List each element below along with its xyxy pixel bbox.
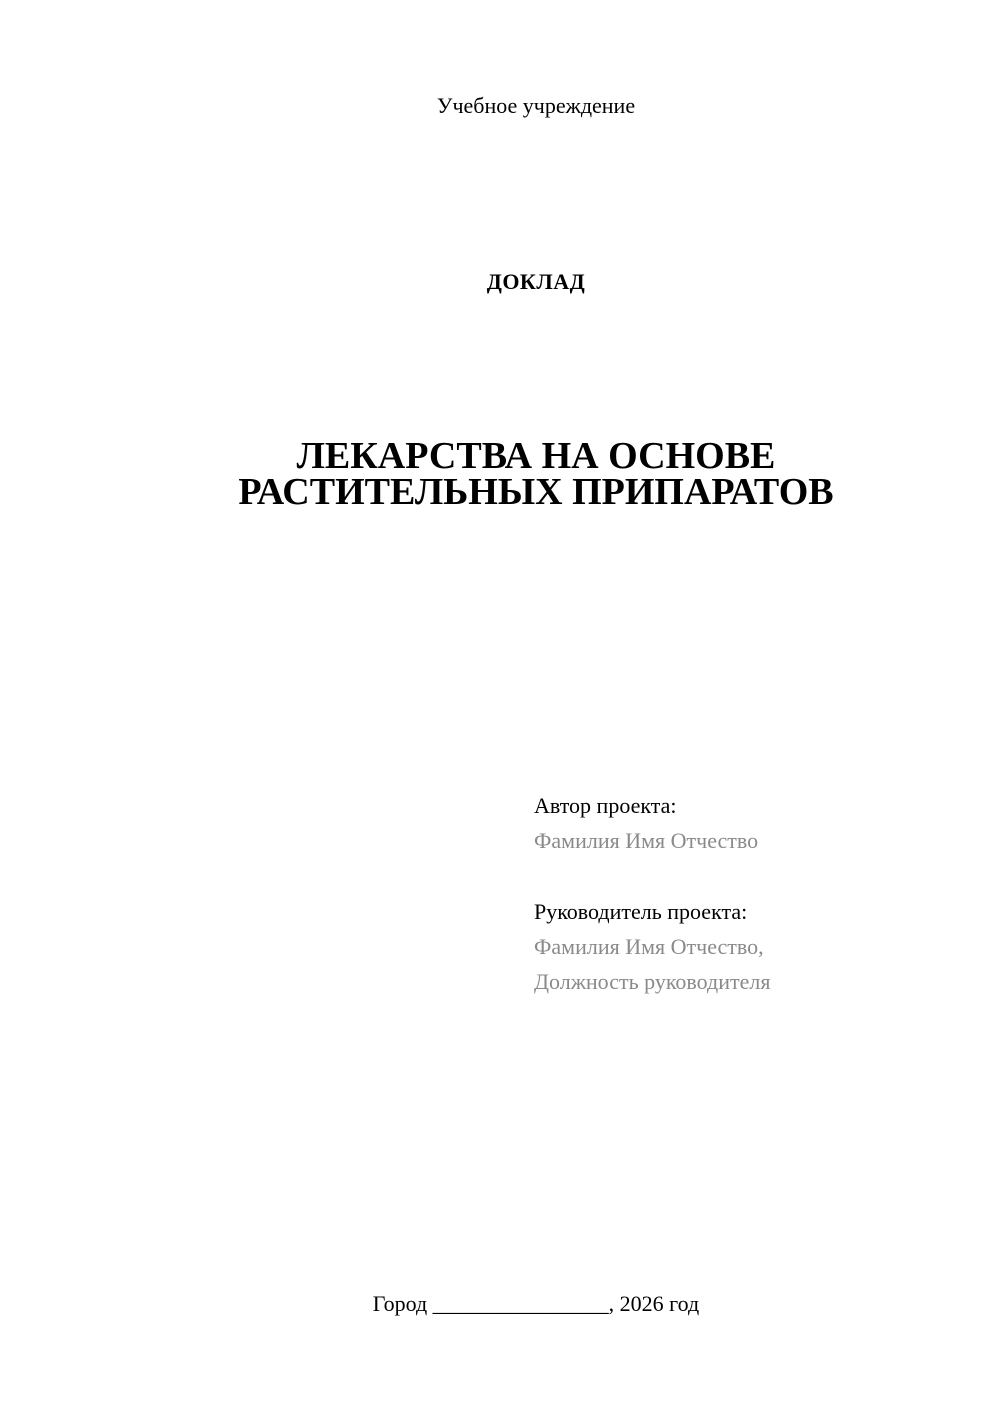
info-spacer xyxy=(534,858,974,894)
supervisor-name: Фамилия Имя Отчество, xyxy=(534,934,764,959)
author-name: Фамилия Имя Отчество xyxy=(534,828,759,853)
city-year-footer: Город ________________, 2026 год xyxy=(372,1291,700,1316)
author-label: Автор проекта: xyxy=(534,793,677,818)
project-info-block xyxy=(534,788,974,999)
title-line-2: РАСТИТЕЛЬНЫХ ПРИПАРАТОВ xyxy=(238,471,834,513)
supervisor-position: Должность руководителя xyxy=(534,969,771,994)
title-line-1: ЛЕКАРСТВА НА ОСНОВЕ xyxy=(296,435,776,477)
institution-name: Учебное учреждение xyxy=(436,93,636,118)
supervisor-label: Руководитель проекта: xyxy=(534,899,748,924)
document-type: ДОКЛАД xyxy=(486,269,586,294)
document-title xyxy=(0,435,1000,513)
